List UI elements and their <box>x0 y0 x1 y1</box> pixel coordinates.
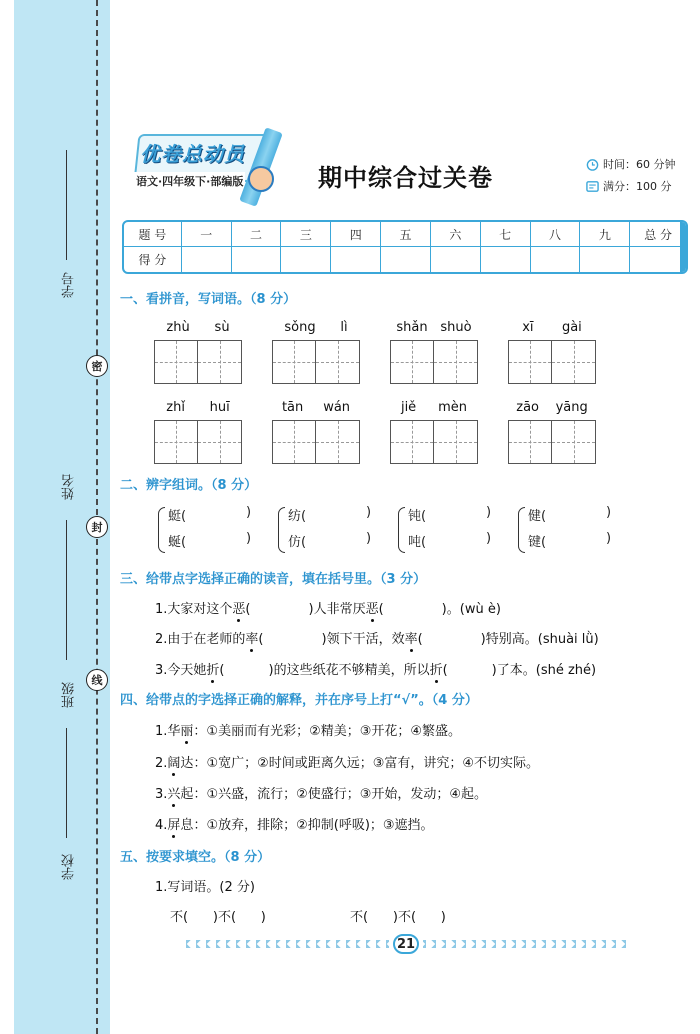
question-5-1: 1.写词语。(2 分) <box>155 880 255 895</box>
q-text: ( <box>258 632 264 647</box>
page-number: 21 <box>393 934 419 954</box>
pinyin-syllable: zāo <box>516 400 540 415</box>
score-input-cell[interactable] <box>531 247 581 272</box>
section3-heading: 三、给带点字选择正确的读音，填在括号里。（3 分） <box>120 572 427 587</box>
dotted-char: 率 <box>245 628 258 647</box>
q-text: ( <box>245 602 251 617</box>
series-logo <box>130 128 290 208</box>
question-3-1 <box>155 598 501 617</box>
pair-close: ) <box>366 505 372 520</box>
pinyin-syllable: jiě <box>400 400 417 415</box>
q-text: 3.今天她 <box>155 663 207 678</box>
seal-xian: 线 <box>86 669 108 691</box>
q-text: 息 <box>180 818 194 833</box>
question-4-3 <box>155 783 487 802</box>
dotted-char: 恶 <box>366 598 379 617</box>
pair-word: 蜓( <box>168 509 187 524</box>
exam-time <box>586 156 676 172</box>
score-header-cell: 二 <box>232 222 282 247</box>
score-table-edge <box>680 222 688 272</box>
pair-close: ) <box>606 531 612 546</box>
score-header-cell: 四 <box>331 222 381 247</box>
dotted-char: 屏 <box>167 814 180 833</box>
dotted-char: 率 <box>405 628 418 647</box>
arrow-decoration <box>423 940 626 948</box>
char-pair <box>518 505 628 557</box>
q-text: )。(wù è) <box>441 602 501 617</box>
pinyin-syllable: yāng <box>555 400 588 415</box>
q-text: 4. <box>155 818 168 833</box>
pinyin-syllable: xī <box>522 320 534 335</box>
character-grid[interactable] <box>390 340 478 384</box>
section2-heading: 二、辨字组词。（8 分） <box>120 478 258 493</box>
q-text: ( <box>219 663 225 678</box>
score-input-cell[interactable] <box>182 247 232 272</box>
q-text: 起 <box>180 787 194 802</box>
q-options[interactable]: ：①美丽而有光彩；②精美；③开花；④繁盛。 <box>193 724 462 739</box>
q-text: 2.由于在老师的 <box>155 632 246 647</box>
q-options[interactable]: ：①放弃，排除；②抑制(呼吸)；③遮挡。 <box>193 818 434 833</box>
q-text: )了本。(shé zhé) <box>491 663 597 678</box>
pair-close: ) <box>606 505 612 520</box>
q-text: )人非常厌 <box>308 602 366 617</box>
q-options[interactable]: ：①兴盛，流行；②使盛行；③开始，发动；④起。 <box>193 787 488 802</box>
dotted-char: 兴 <box>167 783 180 802</box>
character-grid[interactable] <box>154 340 242 384</box>
logo-subtitle: 语文·四年级下·部编版 <box>134 172 245 190</box>
score-header-cell: 题 号 <box>124 222 182 247</box>
score-icon <box>586 180 599 193</box>
page-title: 期中综合过关卷 <box>318 164 493 192</box>
char-pair <box>398 505 508 557</box>
brace <box>158 507 165 553</box>
dotted-char: 折 <box>206 659 219 678</box>
question-4-2 <box>155 752 539 771</box>
question-4-1 <box>155 720 461 739</box>
pinyin-syllable: sǒng <box>284 320 316 335</box>
brace <box>518 507 525 553</box>
name-line <box>66 520 67 660</box>
question-3-2 <box>155 628 599 647</box>
q-text: 1.大家对这个 <box>155 602 233 617</box>
seal-feng: 封 <box>86 516 108 538</box>
dotted-char: 丽 <box>180 720 193 739</box>
exam-full-score <box>586 178 672 194</box>
binding-strip <box>0 0 110 1034</box>
brace <box>398 507 405 553</box>
pair-word: 键( <box>528 535 547 550</box>
pinyin-syllable: lì <box>340 320 348 335</box>
q-text: ( <box>442 663 448 678</box>
q-text: 1.华 <box>155 724 181 739</box>
score-header-cell: 三 <box>281 222 331 247</box>
school-label: 学校 <box>62 854 77 880</box>
pinyin-syllable: tān <box>281 400 304 415</box>
pair-close: ) <box>486 531 492 546</box>
score-table <box>122 220 688 274</box>
score-input-cell[interactable] <box>381 247 431 272</box>
score-input-cell[interactable] <box>481 247 531 272</box>
pair-close: ) <box>366 531 372 546</box>
section5-heading: 五、按要求填空。（8 分） <box>120 850 271 865</box>
fill-blank[interactable]: 不( )不( ) <box>170 910 266 925</box>
q-text: 达 <box>180 756 194 771</box>
score-input-cell[interactable] <box>431 247 481 272</box>
character-grid[interactable] <box>272 420 360 464</box>
pair-word: 钝( <box>408 509 427 524</box>
score-header-cell: 一 <box>182 222 232 247</box>
class-line <box>66 728 67 838</box>
question-3-3 <box>155 659 596 678</box>
class-label: 班级 <box>62 682 77 708</box>
score-table-score-row <box>124 247 686 272</box>
arrow-decoration <box>186 940 389 948</box>
student-id-line <box>66 150 67 260</box>
score-row-label: 得 分 <box>124 247 182 272</box>
q-text: )领下干活，效 <box>321 632 405 647</box>
score-header-cell: 总 分 <box>644 228 673 242</box>
exam-time-text: 时间：60 分钟 <box>603 158 676 171</box>
q-text: )特别高。(shuài lǜ) <box>480 632 599 647</box>
pair-word: 蜒( <box>168 535 187 550</box>
character-grid[interactable] <box>508 340 596 384</box>
seal-mi: 密 <box>86 355 108 377</box>
score-input-cell[interactable] <box>630 247 686 272</box>
pair-word: 纺( <box>288 509 307 524</box>
pinyin-syllable: shǎn <box>396 320 428 335</box>
character-grid[interactable] <box>154 420 242 464</box>
score-header-cell: 六 <box>431 222 481 247</box>
score-table-header-row <box>124 222 686 247</box>
pinyin-syllable: shuò <box>440 320 472 335</box>
score-header-cell: 七 <box>481 222 531 247</box>
pinyin-syllable: mèn <box>438 400 468 415</box>
score-input-cell[interactable] <box>232 247 282 272</box>
page-footer <box>186 934 626 954</box>
q-text: ( <box>417 632 423 647</box>
q-text: 3. <box>155 787 168 802</box>
pinyin-syllable: gài <box>561 320 582 335</box>
character-grid[interactable] <box>508 420 596 464</box>
pinyin-syllable: zhù <box>166 320 190 335</box>
dotted-char: 阔 <box>167 752 180 771</box>
pinyin-syllable: sù <box>214 320 230 335</box>
section4-heading: 四、给带点的字选择正确的解释，并在序号上打“√”。（4 分） <box>120 693 478 708</box>
pinyin-syllable: zhǐ <box>166 400 185 415</box>
question-4-4 <box>155 814 434 833</box>
brace <box>278 507 285 553</box>
exam-full-score-text: 满分：100 分 <box>603 180 672 193</box>
score-input-cell[interactable] <box>331 247 381 272</box>
character-grid[interactable] <box>390 420 478 464</box>
fill-blank[interactable]: 不( )不( ) <box>350 910 446 925</box>
pair-close: ) <box>246 531 252 546</box>
pair-word: 健( <box>528 509 547 524</box>
char-pair <box>278 505 388 557</box>
pair-close: ) <box>486 505 492 520</box>
dotted-char: 恶 <box>232 598 245 617</box>
pinyin-syllable: huī <box>209 400 230 415</box>
score-header-cell: 九 <box>580 222 630 247</box>
mascot-icon <box>248 166 274 192</box>
student-id-label: 学号 <box>62 272 77 298</box>
score-header-cell: 八 <box>531 222 581 247</box>
logo-title: 优卷总动员 <box>140 142 245 166</box>
pinyin-syllable: wán <box>323 400 351 415</box>
q-text: 2. <box>155 756 168 771</box>
character-grid[interactable] <box>272 340 360 384</box>
name-label: 姓名 <box>62 474 77 500</box>
score-input-cell[interactable] <box>580 247 630 272</box>
pair-word: 仿( <box>288 535 307 550</box>
q-text: ( <box>378 602 384 617</box>
clock-icon <box>586 158 599 171</box>
char-pair <box>158 505 268 557</box>
q-options[interactable]: ：①宽广；②时间或距离久远；③富有，讲究；④不切实际。 <box>193 756 540 771</box>
score-header-cell: 五 <box>381 222 431 247</box>
pair-word: 吨( <box>408 535 427 550</box>
section1-heading: 一、看拼音，写词语。（8 分） <box>120 292 297 307</box>
pair-close: ) <box>246 505 252 520</box>
score-input-cell[interactable] <box>281 247 331 272</box>
dotted-char: 折 <box>430 659 443 678</box>
q-text: )的这些纸花不够精美，所以 <box>268 663 430 678</box>
